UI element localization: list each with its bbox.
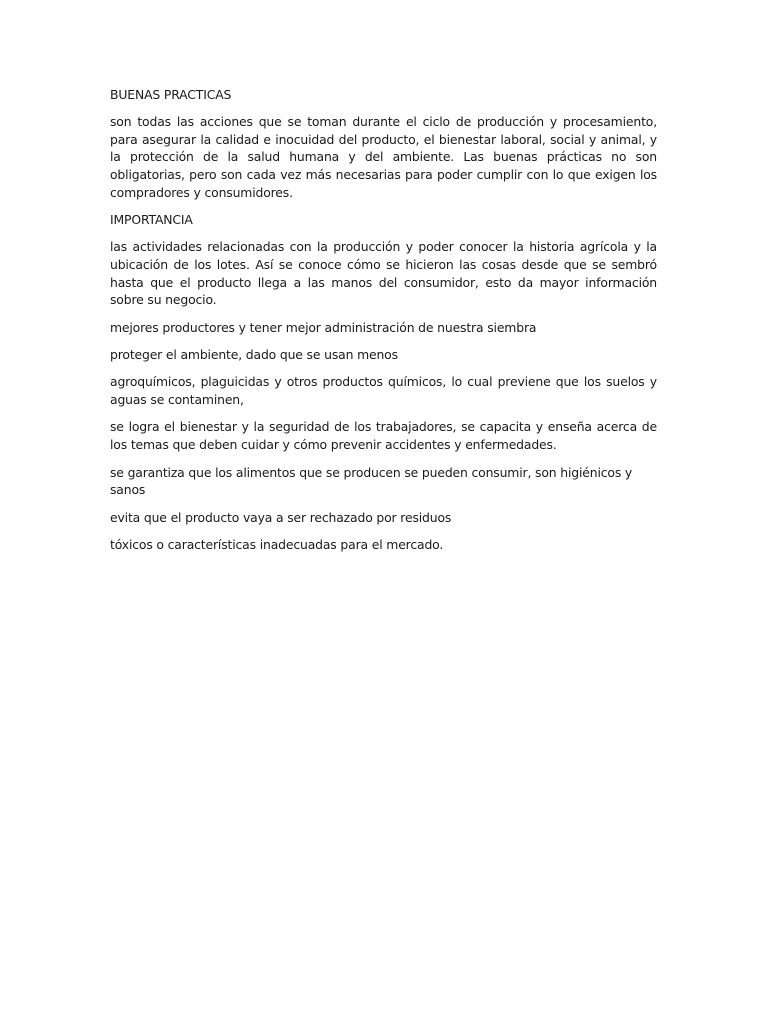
- paragraph-workers: se logra el bienestar y la seguridad de los trabajadores, se capacita y enseña acerca de los temas que deben cuidar y cómo prevenir accidentes y enfermedades.: [110, 419, 657, 453]
- paragraph-agrochemicals: agroquímicos, plaguicidas y otros productos químicos, lo cual previene que los suelos y aguas se contaminen,: [110, 374, 657, 408]
- heading-buenas-practicas: BUENAS PRACTICAS: [110, 87, 232, 102]
- document-page: [110, 86, 657, 563]
- paragraph-toxic: tóxicos o características inadecuadas para el mercado.: [110, 536, 444, 552]
- paragraph-importance: las actividades relacionadas con la producción y poder conocer la historia agrícola y la ubicación de los lotes. Así se conoce cómo se hicieron las cosas desde que se sembró hasta que el producto llega a las manos del consumidor, esto da mayor información sobre su negocio.: [110, 239, 657, 308]
- paragraph-producers: mejores productores y tener mejor administración de nuestra siembra: [110, 319, 537, 335]
- paragraph-food-safety: se garantiza que los alimentos que se producen se pueden consumir, son higiénicos y sanos: [110, 464, 633, 498]
- paragraph-rejection: evita que el producto vaya a ser rechazado por residuos: [110, 509, 452, 525]
- heading-importancia: IMPORTANCIA: [110, 212, 193, 228]
- paragraph-definition: son todas las acciones que se toman durante el ciclo de producción y procesamiento, para asegurar la calidad e inocuidad del producto, el bienestar laboral, social y animal, y la protección de la salud humana y del ambiente. Las buenas prácticas no son obligatorias, pero son cada vez más necesarias para poder cumplir con lo que exigen los compradores y consumidores.: [110, 113, 657, 200]
- paragraph-environment: proteger el ambiente, dado que se usan menos: [110, 347, 398, 363]
